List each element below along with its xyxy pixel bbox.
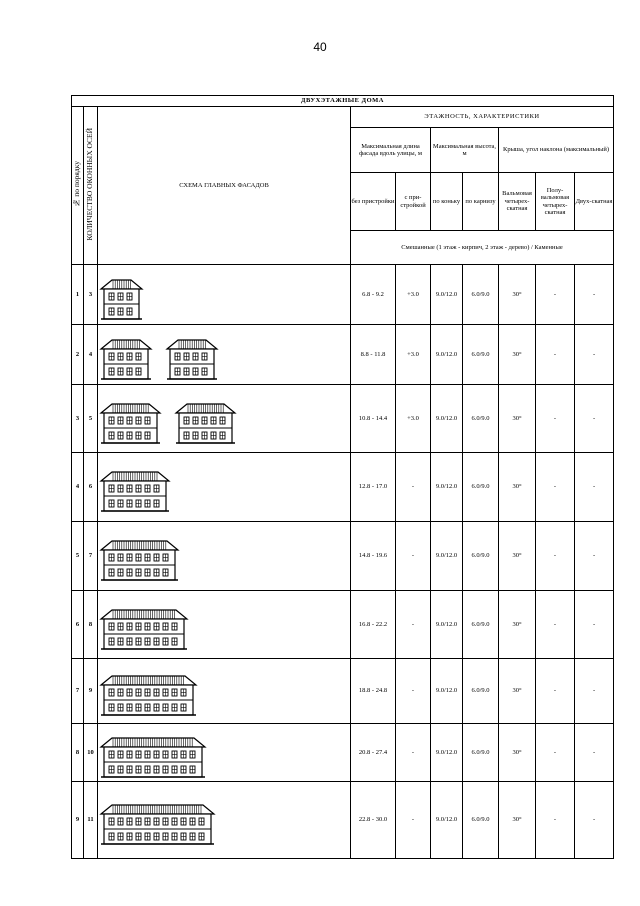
cell-extension: - [396,724,431,782]
table-row [72,453,614,522]
cell-ridge: 9.0/12.0 [431,522,463,591]
row-axes: 10 [84,724,98,782]
header-eave: по карнизу [463,173,499,231]
row-number: 9 [72,782,84,859]
row-number: 1 [72,265,84,325]
cell-half-hip: - [536,522,575,591]
table-row [72,385,614,453]
header-gable-roof: Двух-скатная [575,173,614,231]
group-header: ЭТАЖНОСТЬ, ХАРАКТЕРИСТИКИ [351,107,614,128]
cell-half-hip: - [536,782,575,859]
cell-extension: - [396,659,431,724]
cell-gable: - [575,453,614,522]
page-number: 40 [313,40,327,54]
facade-drawing [98,792,350,848]
cell-ridge: 9.0/12.0 [431,265,463,325]
facade-drawing-cell [98,782,351,859]
header-extension: с при-стройкой [396,173,431,231]
facade-house-right [176,404,235,443]
table-row [72,265,614,325]
cell-hip: 30° [499,724,536,782]
cell-hip: 30° [499,522,536,591]
row-axes: 5 [84,385,98,453]
cell-hip: 30° [499,659,536,724]
facade-drawing [98,528,350,584]
column-header-number: № по порядку [72,107,84,265]
cell-hip: 30° [499,782,536,859]
table-row [72,325,614,385]
header-half-hip-roof: Полу-вальмовая четырех-скатная [536,173,575,231]
table-row [72,782,614,859]
facade-drawing-cell [98,385,351,453]
facade-house-right [167,340,217,379]
row-axes: 4 [84,325,98,385]
cell-hip: 30° [499,385,536,453]
cell-gable: - [575,659,614,724]
cell-length: 22.8 - 30.0 [351,782,396,859]
cell-eave: 6.0/9.0 [463,325,499,385]
row-number: 6 [72,591,84,659]
facade-house [101,472,169,511]
facade-drawing [98,459,350,515]
cell-ridge: 9.0/12.0 [431,724,463,782]
subheader-height: Максимальная высота, м [431,128,499,173]
table-row [72,659,614,724]
facade-drawing [98,391,350,447]
cell-eave: 6.0/9.0 [463,385,499,453]
cell-eave: 6.0/9.0 [463,522,499,591]
cell-length: 20.8 - 27.4 [351,724,396,782]
cell-half-hip: - [536,591,575,659]
material-note: Смешанные (1 этаж - кирпич, 2 этаж - дерево) / Каменные [351,231,614,265]
cell-extension: +3.0 [396,325,431,385]
facade-drawing [98,267,350,323]
cell-length: 8.8 - 11.8 [351,325,396,385]
cell-gable: - [575,522,614,591]
facade-drawing-cell [98,265,351,325]
facade-drawing-cell [98,522,351,591]
cell-half-hip: - [536,724,575,782]
cell-extension: - [396,782,431,859]
cell-half-hip: - [536,659,575,724]
cell-ridge: 9.0/12.0 [431,325,463,385]
cell-length: 6.8 - 9.2 [351,265,396,325]
row-number: 7 [72,659,84,724]
header-hip-roof: Вальмовая четырех-скатная [499,173,536,231]
row-number: 2 [72,325,84,385]
cell-gable: - [575,385,614,453]
row-axes: 6 [84,453,98,522]
cell-hip: 30° [499,265,536,325]
cell-half-hip: - [536,385,575,453]
cell-length: 10.8 - 14.4 [351,385,396,453]
cell-gable: - [575,325,614,385]
cell-length: 14.8 - 19.6 [351,522,396,591]
row-axes: 7 [84,522,98,591]
cell-eave: 6.0/9.0 [463,659,499,724]
facade-house [101,805,214,844]
facade-drawing-cell [98,724,351,782]
cell-gable: - [575,591,614,659]
cell-extension: +3.0 [396,385,431,453]
cell-ridge: 9.0/12.0 [431,659,463,724]
cell-length: 16.8 - 22.2 [351,591,396,659]
facade-drawing-cell [98,591,351,659]
table-row [72,591,614,659]
subheader-length: Максимальная длина фасада вдоль улицы, м [351,128,431,173]
row-number: 5 [72,522,84,591]
row-axes: 9 [84,659,98,724]
row-number: 8 [72,724,84,782]
facade-house [101,676,196,715]
cell-hip: 30° [499,325,536,385]
facade-drawing [98,327,350,383]
cell-gable: - [575,724,614,782]
cell-eave: 6.0/9.0 [463,724,499,782]
column-header-axes: КОЛИЧЕСТВО ОКОННЫХ ОСЕЙ [84,107,98,265]
cell-half-hip: - [536,325,575,385]
cell-ridge: 9.0/12.0 [431,591,463,659]
row-axes: 8 [84,591,98,659]
cell-length: 12.8 - 17.0 [351,453,396,522]
table-title: ДВУХЭТАЖНЫЕ ДОМА [72,96,614,107]
facade-house [101,280,142,319]
row-number: 4 [72,453,84,522]
cell-eave: 6.0/9.0 [463,591,499,659]
subheader-roof: Крыша, угол наклона (максимальный) [499,128,614,173]
facade-drawing [98,725,350,781]
header-no-extension: без пристройки [351,173,396,231]
facade-house-left [101,340,151,379]
cell-length: 18.8 - 24.8 [351,659,396,724]
cell-hip: 30° [499,453,536,522]
facade-house [101,541,178,580]
cell-gable: - [575,265,614,325]
cell-ridge: 9.0/12.0 [431,453,463,522]
cell-eave: 6.0/9.0 [463,453,499,522]
cell-ridge: 9.0/12.0 [431,385,463,453]
column-header-scheme: СХЕМА ГЛАВНЫХ ФАСАДОВ [98,107,351,265]
facade-drawing-cell [98,659,351,724]
table-row [72,522,614,591]
cell-half-hip: - [536,265,575,325]
cell-extension: - [396,522,431,591]
cell-extension: - [396,591,431,659]
facade-drawing [98,597,350,653]
row-axes: 3 [84,265,98,325]
facade-drawing-cell [98,453,351,522]
cell-hip: 30° [499,591,536,659]
facade-table [71,95,614,859]
facade-house [101,738,205,777]
table-row [72,724,614,782]
cell-gable: - [575,782,614,859]
facade-drawing [98,663,350,719]
row-number: 3 [72,385,84,453]
row-axes: 11 [84,782,98,859]
cell-ridge: 9.0/12.0 [431,782,463,859]
cell-half-hip: - [536,453,575,522]
header-ridge: по коньку [431,173,463,231]
facade-house [101,610,187,649]
cell-extension: - [396,453,431,522]
cell-eave: 6.0/9.0 [463,782,499,859]
cell-extension: +3.0 [396,265,431,325]
facade-house-left [101,404,160,443]
facade-drawing-cell [98,325,351,385]
cell-eave: 6.0/9.0 [463,265,499,325]
